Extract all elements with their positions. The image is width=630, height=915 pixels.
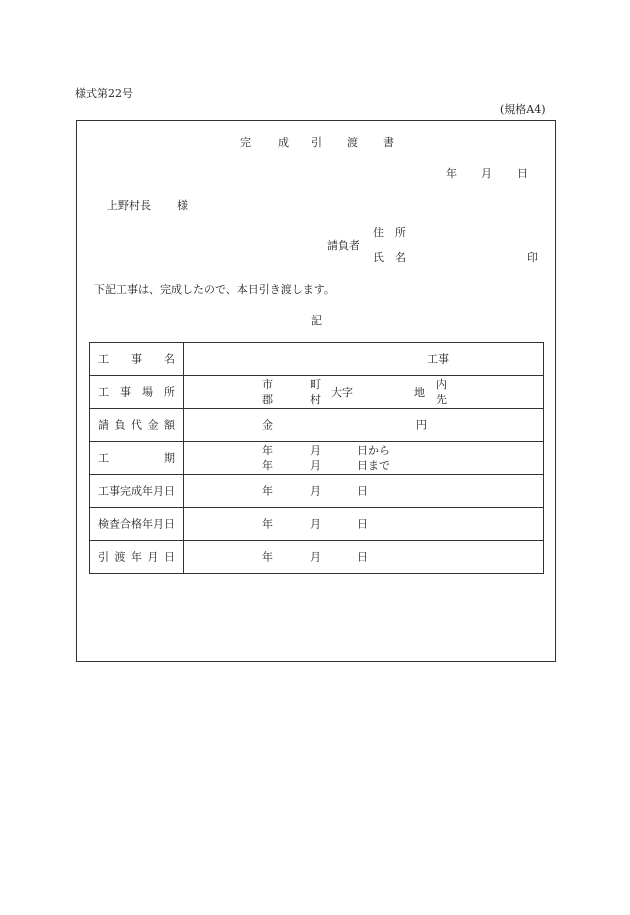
label-char: 工 [98, 451, 109, 465]
inspection-date-label: 検査合格年月日 [98, 517, 175, 531]
label-char: 日 [164, 550, 175, 564]
day-label: 日 [357, 550, 368, 564]
start-day-label: 日から [357, 444, 390, 457]
table-row [90, 376, 544, 409]
completion-date-cell [184, 475, 544, 508]
contractor-address-label: 住 所 [373, 226, 406, 239]
amount-currency: 円 [416, 418, 427, 432]
label-char: 金 [147, 418, 159, 432]
location-cell [184, 376, 544, 409]
label-char: 事 [131, 352, 142, 366]
label-char: 代 [131, 418, 142, 432]
statement-text: 下記工事は、完成したので、本日引き渡します。 [94, 283, 335, 296]
title-char: 完 [240, 136, 251, 149]
contractor-name-label: 氏 名 [373, 251, 406, 264]
label-char: 年 [131, 550, 142, 564]
construction-name-cell [184, 343, 544, 376]
title-char: 引 [311, 136, 322, 149]
label-char: 引 [98, 550, 109, 564]
date-month-label: 月 [481, 167, 492, 180]
city-label: 市 [262, 378, 273, 391]
document-title [240, 137, 251, 148]
addressee-honorific: 様 [177, 199, 188, 212]
row-label-construction-period [90, 442, 184, 475]
contract-amount-cell [184, 409, 544, 442]
details-table [89, 342, 544, 574]
beyond-label: 先 [436, 393, 447, 406]
ki-heading: 記 [311, 314, 322, 327]
handover-date-cell [184, 541, 544, 574]
label-char: 期 [164, 451, 175, 465]
label-char: 事 [120, 385, 131, 399]
construction-period-cell [184, 442, 544, 475]
month-label: 月 [310, 550, 321, 564]
paper-size-note: (規格A4) [500, 103, 546, 116]
amount-prefix: 金 [262, 418, 273, 432]
label-char: 所 [164, 385, 175, 399]
contractor-label: 請負者 [327, 239, 360, 252]
label-char: 請 [98, 418, 109, 432]
label-char: 場 [142, 385, 153, 399]
label-char: 名 [164, 352, 175, 366]
row-label-contract-amount [90, 409, 184, 442]
row-label-construction-name [90, 343, 184, 376]
table-row [90, 442, 544, 475]
end-year-label: 年 [262, 459, 273, 472]
table-row [90, 508, 544, 541]
year-label: 年 [262, 484, 273, 498]
inspection-date-cell [184, 508, 544, 541]
table-row [90, 409, 544, 442]
within-label: 内 [436, 378, 447, 391]
date-day-label: 日 [517, 167, 528, 180]
seal-label: 印 [527, 251, 538, 264]
title-char: 書 [383, 136, 394, 149]
label-char: 負 [114, 418, 126, 432]
start-year-label: 年 [262, 444, 273, 457]
row-label-location [90, 376, 184, 409]
end-month-label: 月 [310, 459, 321, 472]
date-year-label: 年 [446, 167, 457, 180]
label-char: 額 [164, 418, 175, 432]
row-label-completion-date [90, 475, 184, 508]
year-label: 年 [262, 550, 273, 564]
completion-date-label: 工事完成年月日 [98, 484, 175, 498]
year-label: 年 [262, 517, 273, 531]
form-number: 様式第22号 [75, 87, 133, 100]
start-month-label: 月 [310, 444, 321, 457]
label-char: 渡 [114, 550, 126, 564]
town-label: 町 [310, 378, 321, 391]
lot-label: 地 [414, 386, 425, 399]
village-label: 村 [310, 393, 321, 406]
title-char: 渡 [347, 136, 358, 149]
table-row [90, 475, 544, 508]
day-label: 日 [357, 517, 368, 531]
label-char: 月 [147, 550, 159, 564]
row-label-handover-date [90, 541, 184, 574]
county-label: 郡 [262, 393, 273, 406]
row-label-inspection-date [90, 508, 184, 541]
construction-suffix: 工事 [427, 352, 449, 366]
label-char: 工 [98, 385, 109, 399]
month-label: 月 [310, 484, 321, 498]
month-label: 月 [310, 517, 321, 531]
label-char: 工 [98, 352, 109, 366]
title-char: 成 [278, 136, 289, 149]
table-row [90, 343, 544, 376]
oaza-label: 大字 [331, 386, 353, 399]
addressee: 上野村長 [107, 199, 151, 212]
table-row [90, 541, 544, 574]
end-day-label: 日まで [357, 459, 390, 472]
day-label: 日 [357, 484, 368, 498]
